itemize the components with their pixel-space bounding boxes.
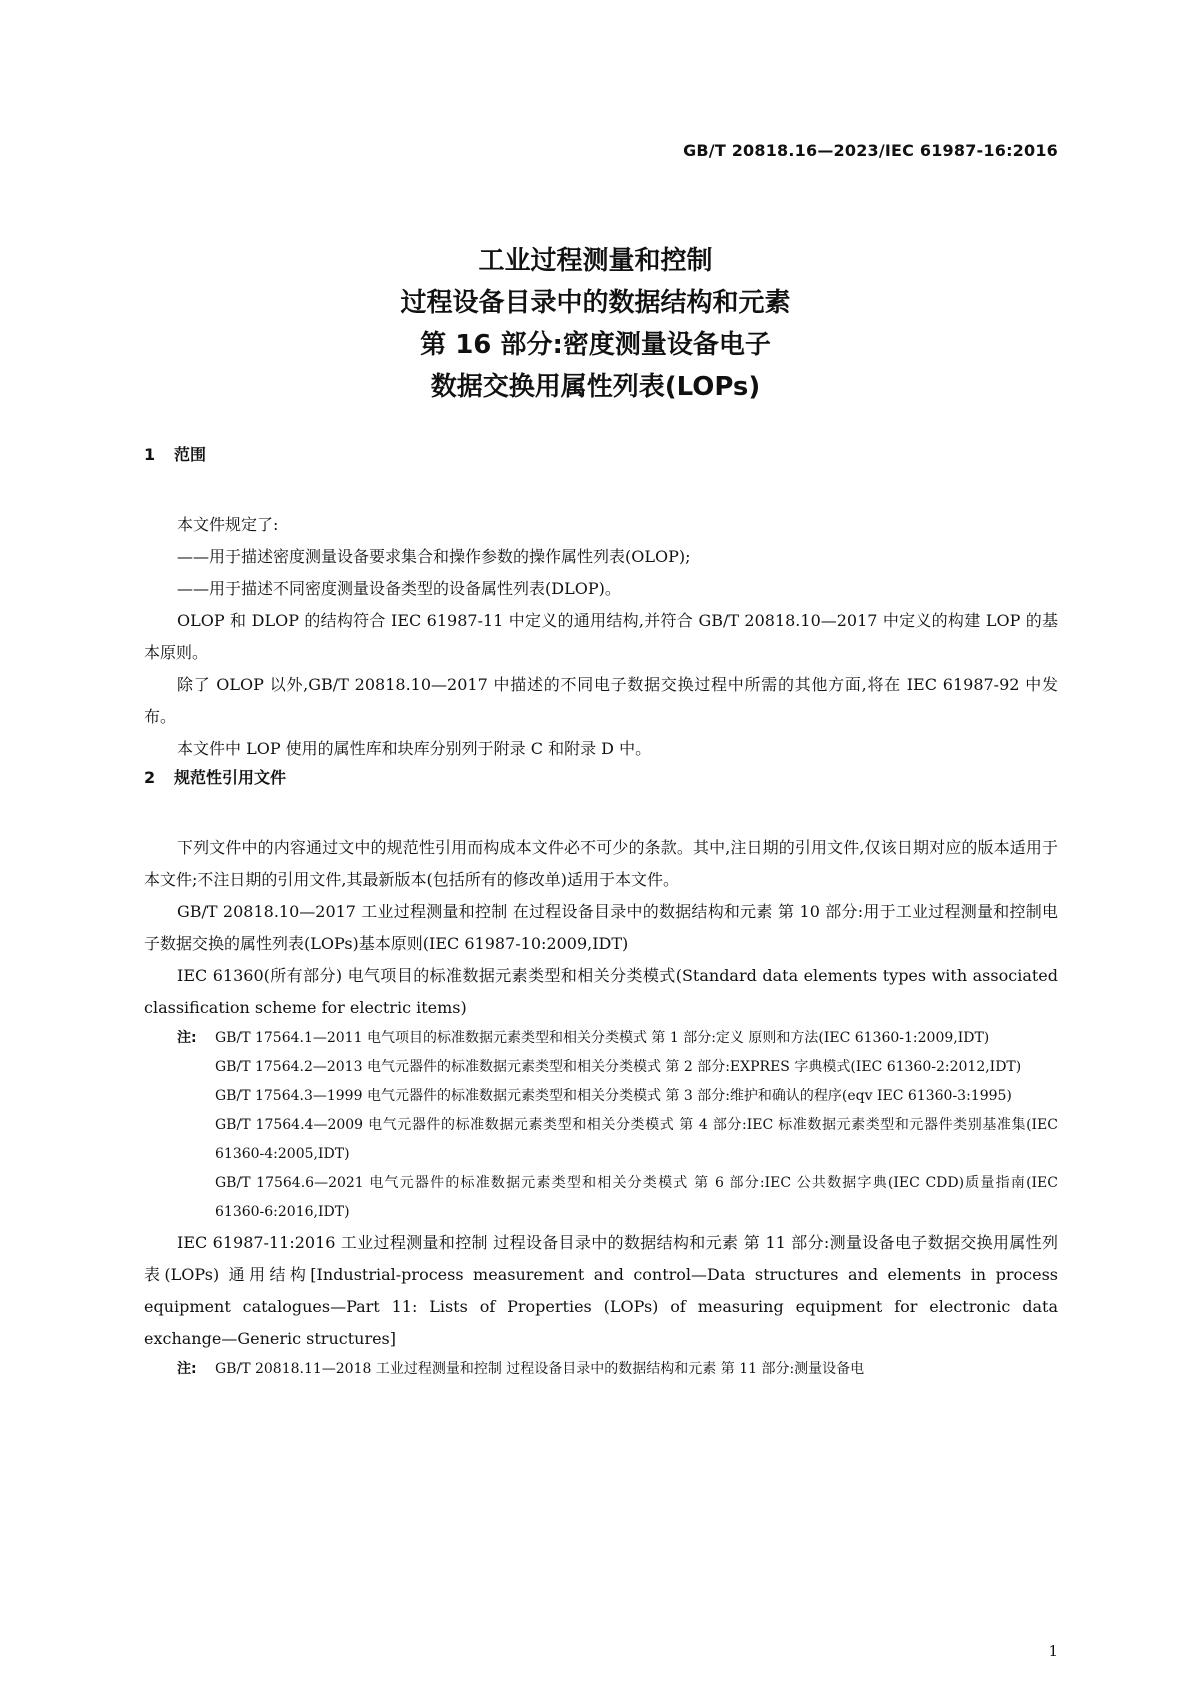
title-line-2: 过程设备目录中的数据结构和元素 [400,288,791,318]
paragraph: 除了 OLOP 以外,GB/T 20818.10—2017 中描述的不同电子数据交换过程中所需的其他方面,将在 IEC 61987-92 中发布。 [144,675,1058,726]
note-text: GB/T 17564.1—2011 电气项目的标准数据元素类型和相关分类模式 第 1 部分:定义 原则和方法(IEC 61360-1:2009,IDT) [215,1030,990,1046]
dash-item: ——用于描述不同密度测量设备类型的设备属性列表(DLOP)。 [177,579,621,598]
document-title [0,240,1191,408]
title-line-3: 第 16 部分:密度测量设备电子 [420,330,771,360]
note-text: GB/T 20818.11—2018 工业过程测量和控制 过程设备目录中的数据结构和元素 第 11 部分:测量设备电 [215,1361,865,1377]
note-list [177,1024,1058,1227]
note-label: 注: [177,1361,197,1377]
title-line-1: 工业过程测量和控制 [478,246,713,276]
section-heading [144,765,1058,788]
note-text: GB/T 17564.6—2021 电气元器件的标准数据元素类型和相关分类模式 第 6 部分:IEC 公共数据字典(IEC CDD)质量指南(IEC 61360-6:2016,IDT) [215,1175,1058,1220]
paragraph: 本文件中 LOP 使用的属性库和块库分别列于附录 C 和附录 D 中。 [177,739,652,758]
standard-code: GB/T 20818.16—2023/IEC 61987-16:2016 [683,141,1058,160]
section-normative-references [144,765,1058,1384]
paragraph: 下列文件中的内容通过文中的规范性引用而构成本文件必不可少的条款。其中,注日期的引用文件,仅该日期对应的版本适用于本文件;不注日期的引用文件,其最新版本(包括所有的修改单)适用于本文件。 [144,838,1058,889]
paragraph: OLOP 和 DLOP 的结构符合 IEC 61987-11 中定义的通用结构,并符合 GB/T 20818.10—2017 中定义的构建 LOP 的基本原则。 [144,611,1058,662]
reference-entry: IEC 61987-11:2016 工业过程测量和控制 过程设备目录中的数据结构和元素 第 11 部分:测量设备电子数据交换用属性列表(LOPs) 通用结构[Industrial-process measurement and control—Data structures and elements in process equipment catalogues—Part 11: Lists of Properties (LOPs) of measuring equipment for electronic data exchange—Generic structures] [144,1233,1058,1348]
section-number: 1 [144,445,156,464]
paragraph: 本文件规定了: [177,515,279,534]
title-line-4: 数据交换用属性列表(LOPs) [430,372,761,402]
section-number: 2 [144,768,156,787]
section-scope [144,442,1058,765]
note-text: GB/T 17564.3—1999 电气元器件的标准数据元素类型和相关分类模式 第 3 部分:维护和确认的程序(eqv IEC 61360-3:1995) [215,1088,1012,1104]
section-title: 范围 [174,445,207,464]
note-list [177,1355,1058,1384]
note-label: 注: [177,1030,197,1046]
note-item [177,1024,1058,1053]
section-heading [144,442,1058,465]
note-text: GB/T 17564.2—2013 电气元器件的标准数据元素类型和相关分类模式 第 2 部分:EXPRES 字典模式(IEC 61360-2:2012,IDT) [215,1059,1022,1075]
page-number: 1 [1048,1642,1058,1660]
reference-entry: GB/T 20818.10—2017 工业过程测量和控制 在过程设备目录中的数据结构和元素 第 10 部分:用于工业过程测量和控制电子数据交换的属性列表(LOPs)基本原则(IEC 61987-10:2009,IDT) [144,902,1058,953]
section-title: 规范性引用文件 [174,768,287,787]
note-item [177,1355,1058,1384]
dash-item: ——用于描述密度测量设备要求集合和操作参数的操作属性列表(OLOP); [177,547,691,566]
reference-entry: IEC 61360(所有部分) 电气项目的标准数据元素类型和相关分类模式(Standard data elements types with associated classification scheme for electric items) [144,966,1058,1017]
note-text: GB/T 17564.4—2009 电气元器件的标准数据元素类型和相关分类模式 第 4 部分:IEC 标准数据元素类型和元器件类别基准集(IEC 61360-4:2005,IDT) [215,1117,1058,1162]
